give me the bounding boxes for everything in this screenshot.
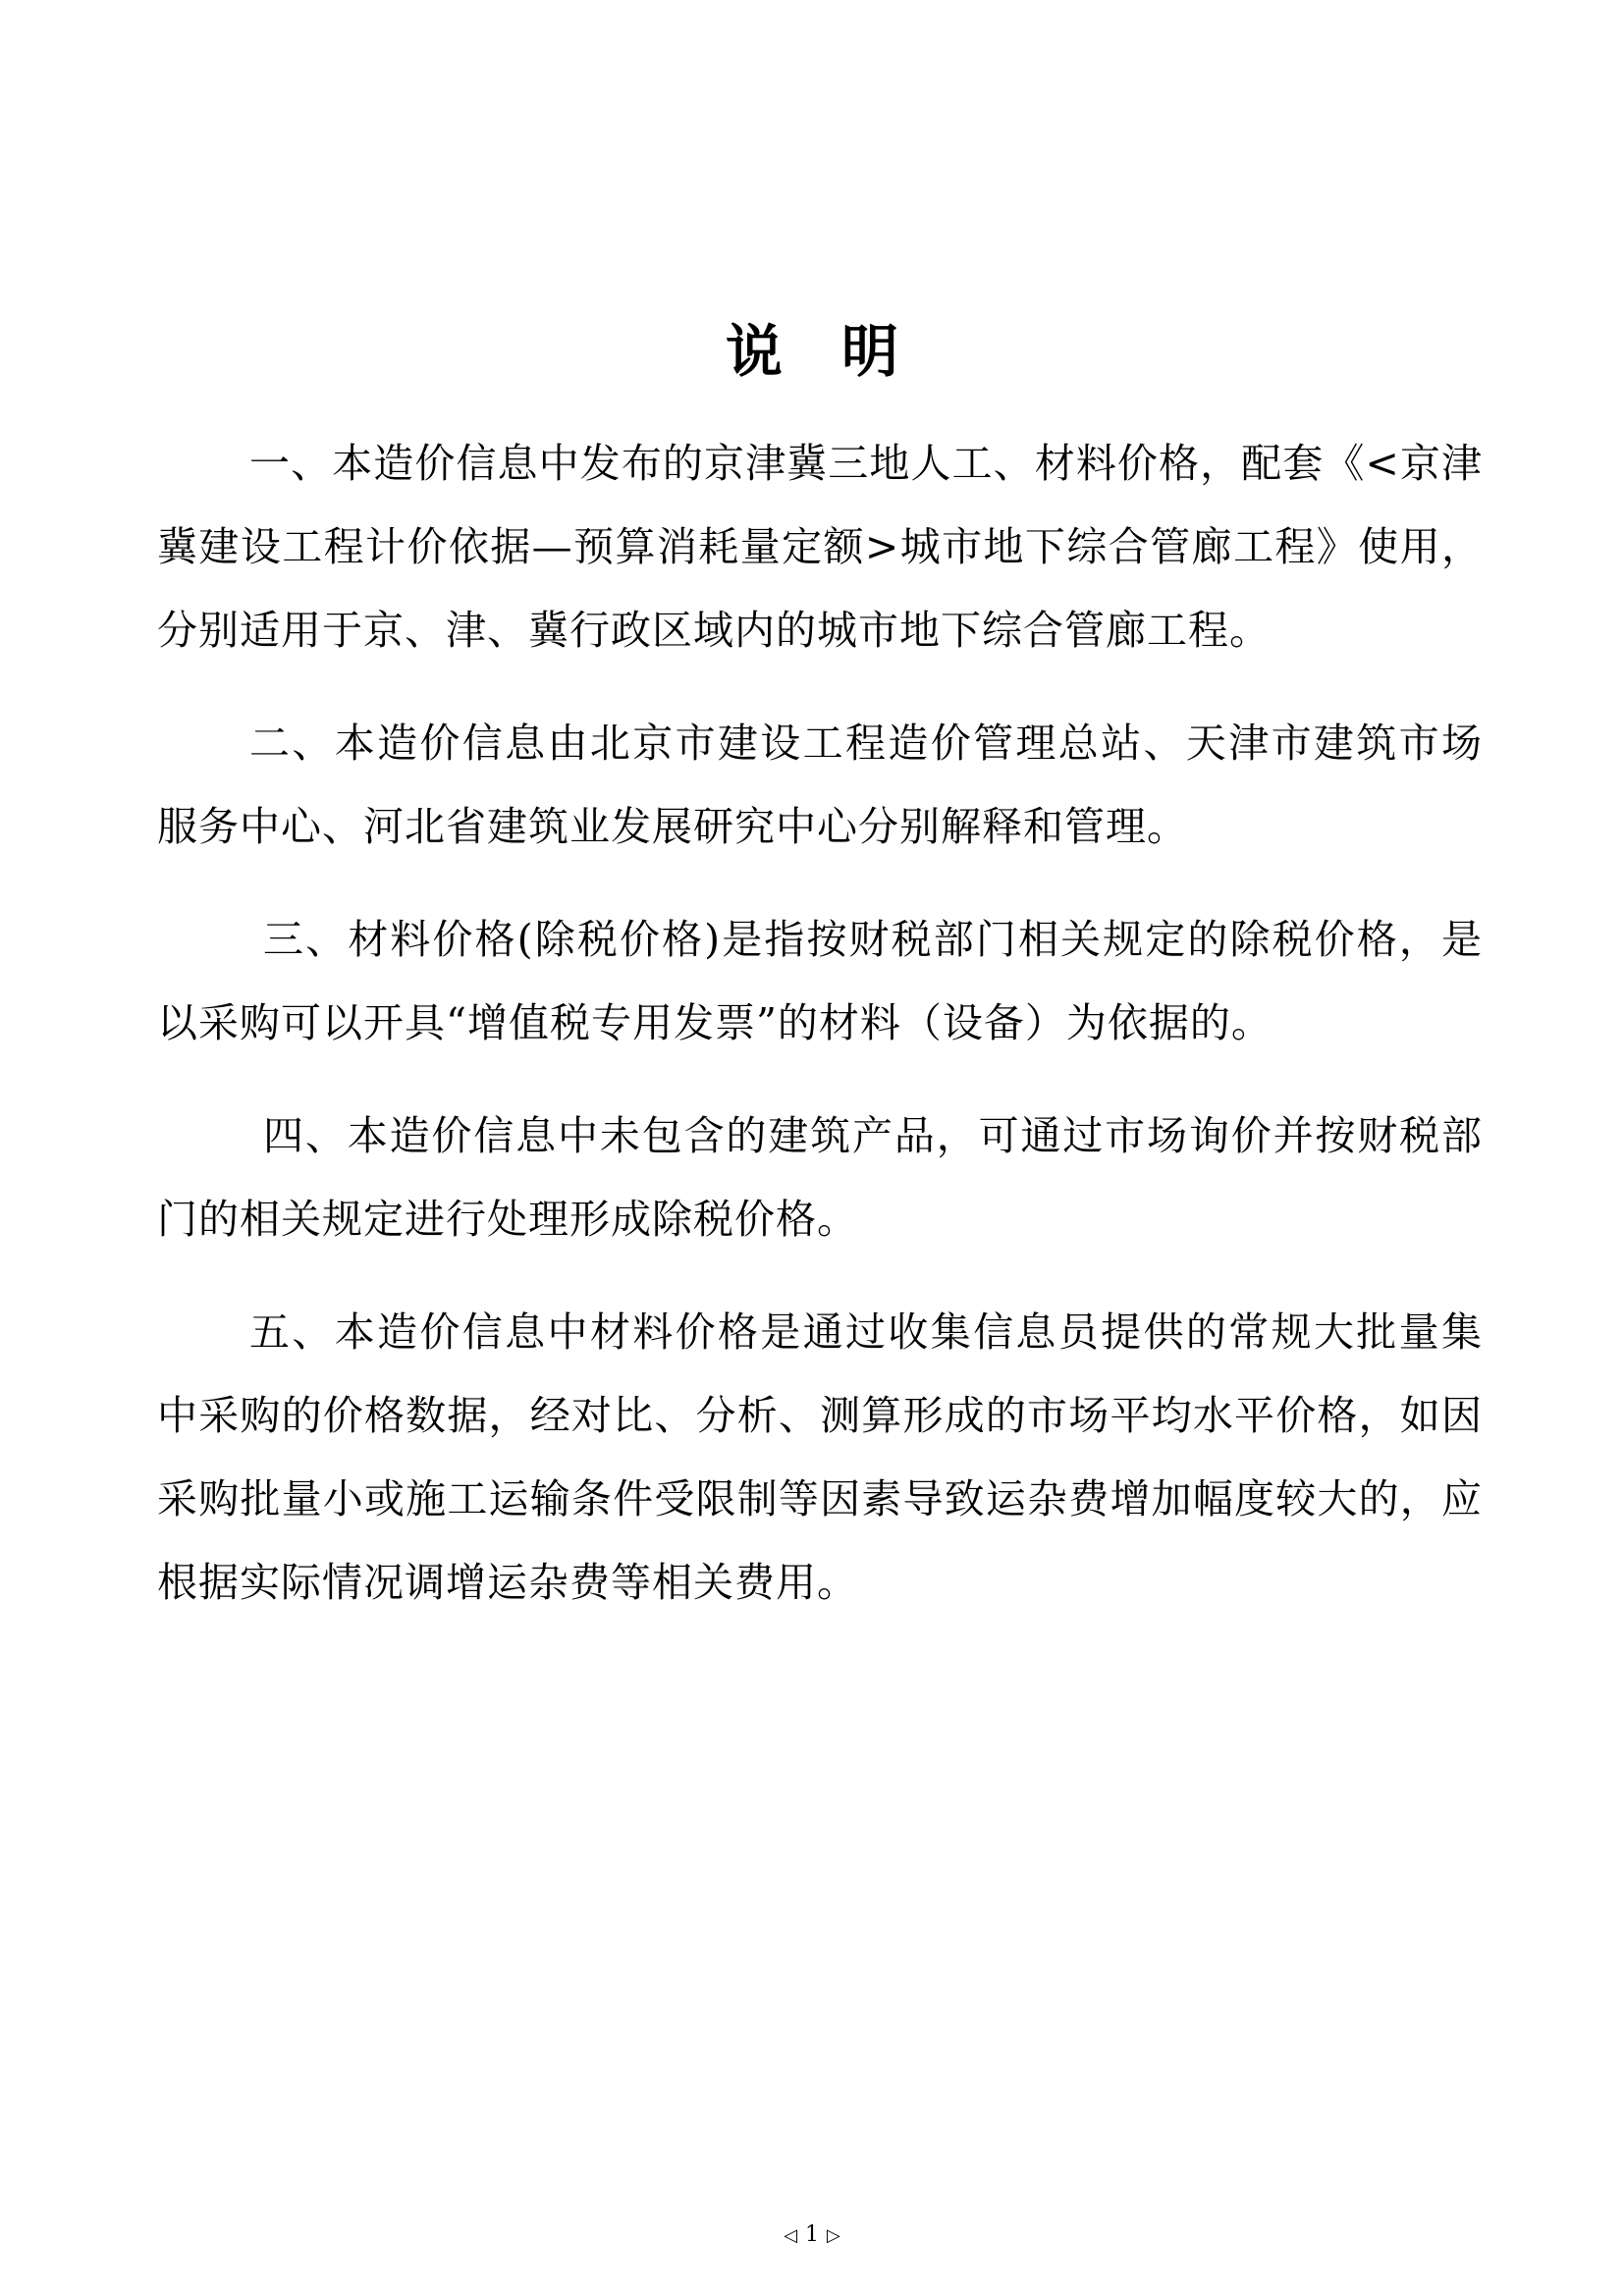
paragraph-3: 三、材料价格(除税价格)是指按财税部门相关规定的除税价格，是以采购可以开具“增值税专用发票”的材料（设备）为依据的。	[157, 916, 1483, 1046]
page-number: 1	[805, 2222, 819, 2247]
paragraph-2: 二、本造价信息由北京市建设工程造价管理总站、天津市建筑市场服务中心、河北省建筑业发展研究中心分别解释和管理。	[157, 720, 1483, 850]
page-footer	[0, 2220, 1624, 2251]
page-marker-right-icon: ▷	[827, 2225, 840, 2246]
paragraph-4: 四、本造价信息中未包含的建筑产品，可通过市场询价并按财税部门的相关规定进行处理形成除税价格。	[157, 1112, 1483, 1243]
paragraph-1: 一、本造价信息中发布的京津冀三地人工、材料价格，配套《<京津冀建设工程计价依据—预算消耗量定额>城市地下综合管廊工程》使用，分别适用于京、津、冀行政区域内的城市地下综合管廊工程。	[157, 440, 1483, 654]
document-body	[157, 422, 1483, 1654]
page-marker-left-icon: ◁	[784, 2225, 797, 2246]
page-title: 说明	[725, 318, 957, 385]
paragraph-5: 五、本造价信息中材料价格是通过收集信息员提供的常规大批量集中采购的价格数据，经对比、分析、测算形成的市场平均水平价格，如因采购批量小或施工运输条件受限制等因素导致运杂费增加幅度较大的，应根据实际情况调增运杂费等相关费用。	[157, 1308, 1483, 1606]
